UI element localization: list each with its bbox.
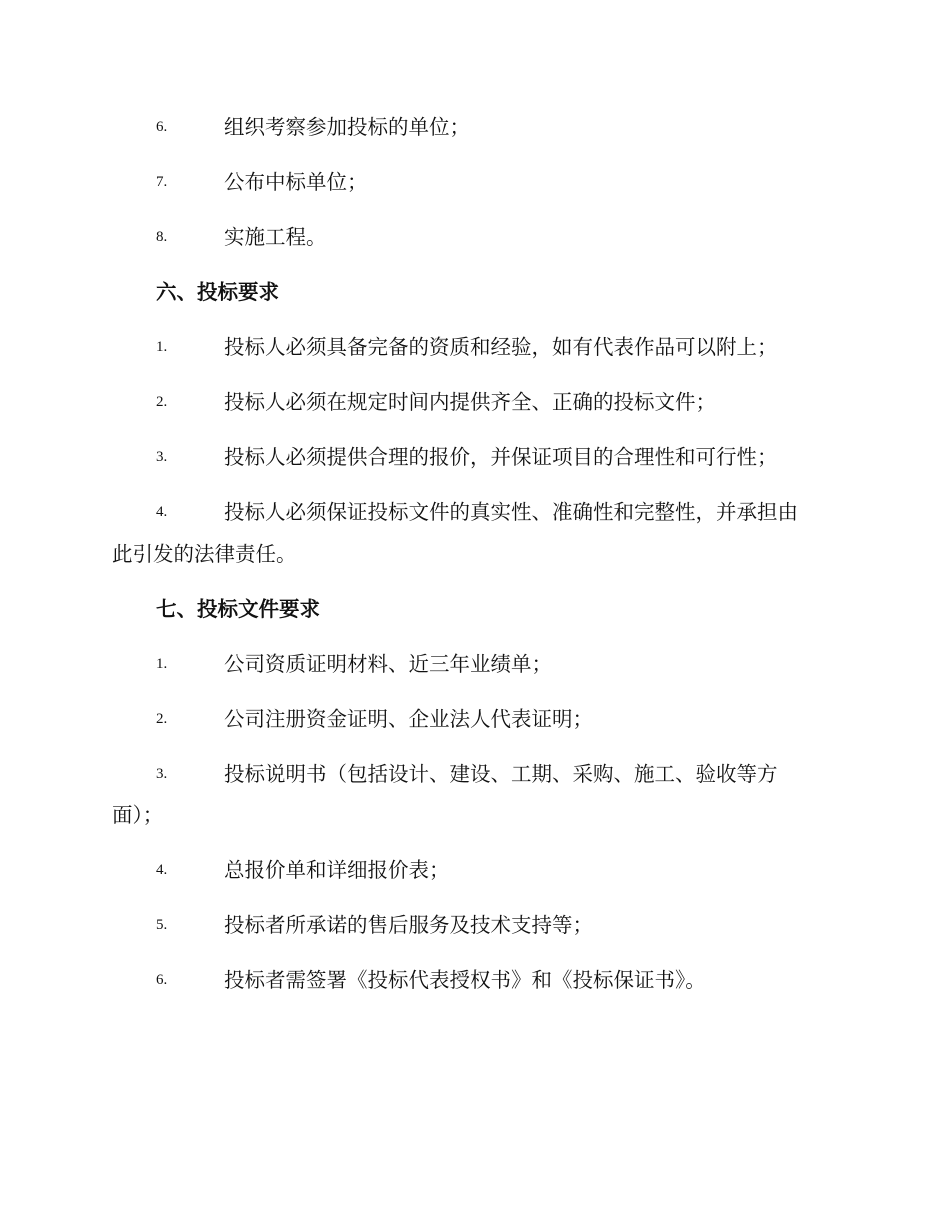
item-number: 6. (156, 119, 168, 135)
item-text-continuation: 面）； (112, 803, 164, 827)
item-number: 7. (156, 174, 168, 190)
item-text: 公司注册资金证明、企业法人代表证明； (224, 707, 593, 731)
item-text: 投标者需签署《投标代表授权书》和《投标保证书》。 (224, 968, 706, 992)
item-number: 4. (156, 504, 168, 520)
item-text-continuation: 此引发的法律责任。 (112, 542, 297, 566)
item-text: 公布中标单位； (224, 170, 368, 194)
item-number: 2. (156, 711, 168, 727)
item-number: 6. (156, 972, 168, 988)
section-heading: 七、投标文件要求 (156, 597, 320, 621)
item-text: 公司资质证明材料、近三年业绩单； (224, 652, 552, 676)
section-heading: 六、投标要求 (156, 280, 279, 304)
item-text: 投标说明书（包括设计、建设、工期、采购、施工、验收等方 (224, 762, 778, 786)
item-number: 3. (156, 766, 168, 782)
item-number: 8. (156, 229, 168, 245)
item-text: 投标人必须保证投标文件的真实性、准确性和完整性，并承担由 (224, 500, 798, 524)
item-text: 实施工程。 (224, 225, 327, 249)
item-number: 1. (156, 339, 168, 355)
item-text: 投标者所承诺的售后服务及技术支持等； (224, 913, 593, 937)
item-text: 投标人必须在规定时间内提供齐全、正确的投标文件； (224, 390, 716, 414)
item-number: 3. (156, 449, 168, 465)
item-text: 总报价单和详细报价表； (224, 858, 450, 882)
item-number: 4. (156, 862, 168, 878)
item-number: 2. (156, 394, 168, 410)
item-text: 投标人必须具备完备的资质和经验，如有代表作品可以附上； (224, 335, 778, 359)
item-text: 投标人必须提供合理的报价，并保证项目的合理性和可行性； (224, 445, 778, 469)
item-number: 5. (156, 917, 168, 933)
item-text: 组织考察参加投标的单位； (224, 115, 470, 139)
item-number: 1. (156, 656, 168, 672)
